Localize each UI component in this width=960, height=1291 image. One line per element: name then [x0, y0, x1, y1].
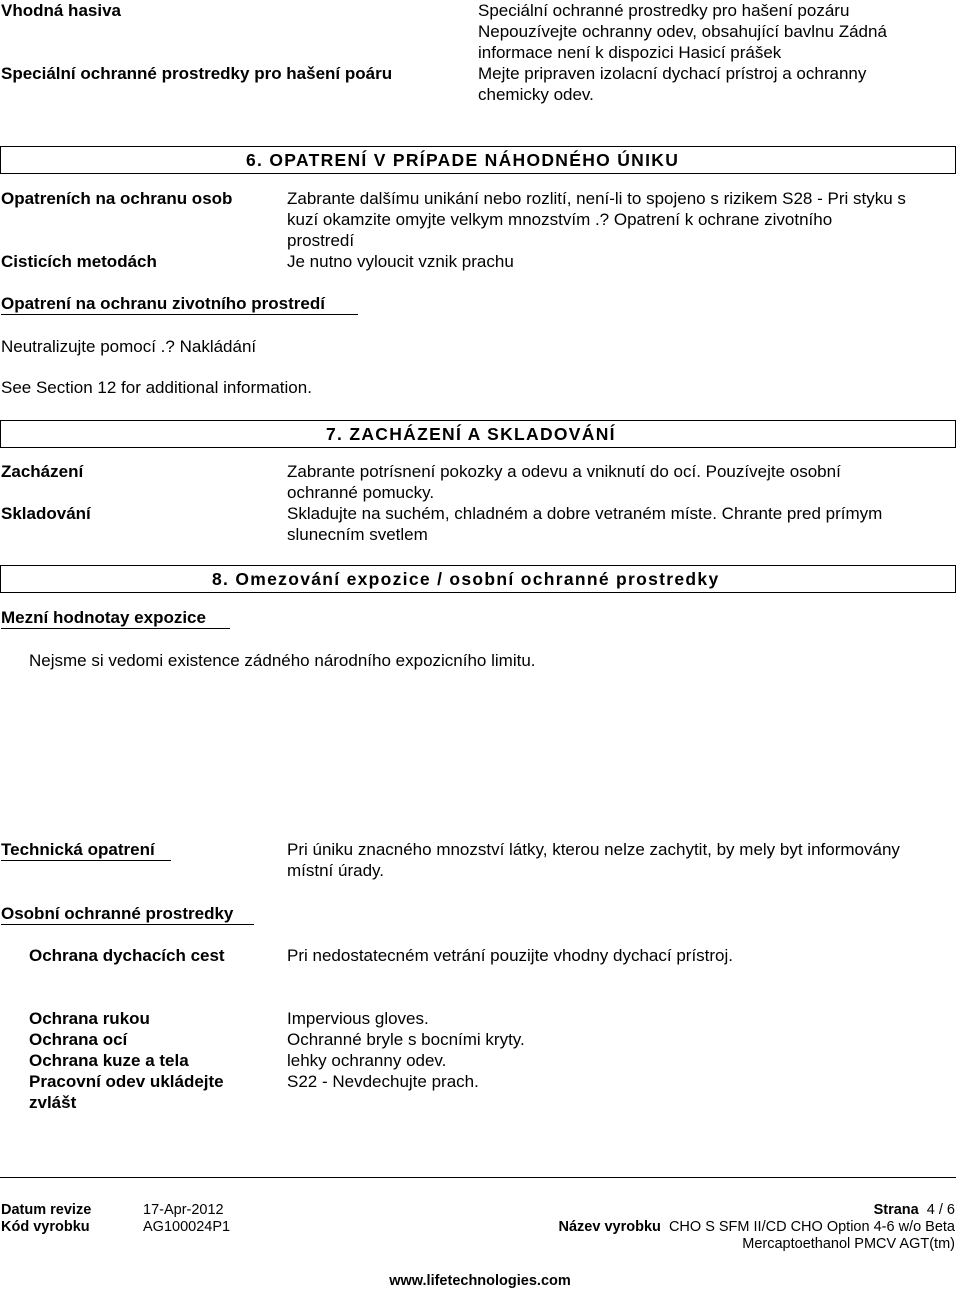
firefighting-ppe-label: Speciální ochranné prostredky pro hašení poáru — [1, 64, 393, 83]
footer-divider — [0, 1177, 956, 1178]
s6-text-4: Je nutno vyloucit vznik prachu — [287, 252, 514, 271]
product-name-line-1 — [559, 1219, 955, 1236]
see-section-text: See Section 12 for additional information. — [1, 378, 312, 397]
s6-text-3: prostredí — [287, 231, 355, 250]
exposure-limits-heading: Mezní hodnotay expozice — [1, 607, 230, 629]
respiratory-label: Ochrana dychacích cest — [29, 946, 225, 965]
hand-protection-value: Impervious gloves. — [287, 1009, 429, 1028]
exposure-limits-text: Nejsme si vedomi existence zádného národního expozicního limitu. — [29, 651, 536, 670]
technical-measures-text-2: místní úrady. — [287, 861, 384, 880]
page-number — [874, 1202, 955, 1219]
top-text-2: Nepouzívejte ochranny odev, obsahující bavlnu Zádná — [478, 22, 887, 41]
extinguishing-media-label: Vhodná hasiva — [1, 1, 121, 20]
product-name-value-2: Mercaptoethanol PMCV AGT(tm) — [742, 1236, 955, 1252]
ppe-heading: Osobní ochranné prostredky — [1, 903, 254, 925]
revision-date-value: 17-Apr-2012 — [143, 1202, 224, 1218]
skin-protection-label: Ochrana kuze a tela — [29, 1051, 189, 1070]
respiratory-text: Pri nedostatecném vetrání pouzijte vhodny dychací prístroj. — [287, 946, 734, 965]
cleanup-methods-label: Cisticích metodách — [1, 252, 157, 271]
section-6-title: 6. OPATRENÍ V PRÍPADE NÁHODNÉHO ÚNIKU — [246, 150, 680, 170]
workwear-value: S22 - Nevdechujte prach. — [287, 1072, 479, 1091]
technical-measures-heading: Technická opatrení — [1, 839, 171, 861]
product-code-label: Kód vyrobku — [1, 1219, 90, 1235]
product-name-label: Název vyrobku — [558, 1219, 661, 1235]
page-value: 4 / 6 — [926, 1202, 955, 1218]
workwear-label-2: zvlášt — [29, 1093, 77, 1112]
top-text-4: Mejte pripraven izolacní dychací prístroj a ochranny — [478, 64, 867, 83]
top-text-1: Speciální ochranné prostredky pro hašení pozáru — [478, 1, 850, 20]
hand-protection-label: Ochrana rukou — [29, 1009, 150, 1028]
top-text-5: chemicky odev. — [478, 85, 594, 104]
product-name-value-1: CHO S SFM II/CD CHO Option 4-6 w/o Beta — [668, 1219, 955, 1235]
technical-measures-text-1: Pri úniku znacného mnozství látky, kterou nelze zachytit, by mely byt informovány — [287, 840, 900, 859]
s7-text-1: Zabrante potrísnení pokozky a odevu a vniknutí do ocí. Pouzívejte osobní — [287, 462, 841, 481]
s7-text-2: ochranné pomucky. — [287, 483, 435, 502]
website-link[interactable]: www.lifetechnologies.com — [389, 1273, 571, 1289]
section-8-header — [0, 565, 956, 593]
personal-precautions-label: Opatreních na ochranu osob — [1, 189, 233, 208]
handling-label: Zacházení — [1, 462, 84, 481]
top-text-3: informace není k dispozici Hasicí prášek — [478, 43, 782, 62]
section-6-header — [0, 146, 956, 174]
skin-protection-value: lehky ochranny odev. — [287, 1051, 447, 1070]
s6-text-1: Zabrante dalšímu unikání nebo rozlití, není-li to spojeno s rizikem S28 - Pri styku s — [287, 189, 906, 208]
product-code-value: AG100024P1 — [143, 1219, 231, 1235]
eye-protection-value: Ochranné bryle s bocními kryty. — [287, 1030, 525, 1049]
s7-text-4: slunecním svetlem — [287, 525, 428, 544]
workwear-label-1: Pracovní odev ukládejte — [29, 1072, 224, 1091]
revision-date-label: Datum revize — [1, 1202, 92, 1218]
page-label: Strana — [873, 1202, 919, 1218]
storage-label: Skladování — [1, 504, 91, 523]
eye-protection-label: Ochrana ocí — [29, 1030, 128, 1049]
environment-heading: Opatrení na ochranu zivotního prostredí — [1, 293, 358, 315]
section-8-title: 8. Omezování expozice / osobní ochranné prostredky — [212, 569, 720, 589]
section-7-title: 7. ZACHÁZENÍ A SKLADOVÁNÍ — [326, 424, 616, 444]
s7-text-3: Skladujte na suchém, chladném a dobre vetraném míste. Chrante pred prímym — [287, 504, 883, 523]
section-7-header — [0, 420, 956, 448]
neutralize-text: Neutralizujte pomocí .? Nakládání — [1, 337, 257, 356]
s6-text-2: kuzí okamzite omyjte velkym mnozstvím .? Opatrení k ochrane zivotního — [287, 210, 833, 229]
